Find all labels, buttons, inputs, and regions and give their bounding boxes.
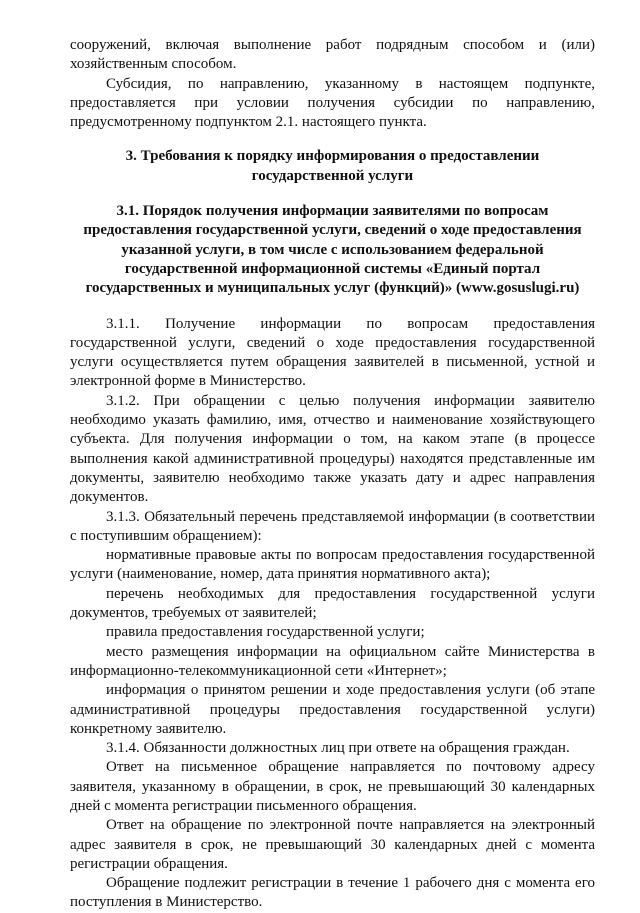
paragraph-written-reply: Ответ на письменное обращение направляется по почтовому адресу заявителя, указанному в обращении, в срок, не превышающий 30 календарных дней с момента регистрации письменного обращения. — [70, 759, 595, 814]
document-page — [70, 36, 595, 913]
paragraph-continuation: сооружений, включая выполнение работ подрядным способом и (или) хозяйственным способом. — [70, 37, 595, 73]
paragraph-3-1-4: 3.1.4. Обязанности должностных лиц при ответе на обращения граждан. — [106, 740, 570, 757]
list-item-decision-info: информация о принятом решении и ходе предоставления услуги (об этапе административной процедуры предоставления государственной услуги) конкретному заявителю. — [70, 682, 595, 737]
paragraph-3-1-3: 3.1.3. Обязательный перечень представляемой информации (в соответствии с поступившим обращением): — [70, 508, 595, 544]
paragraph-3-1-1: 3.1.1. Получение информации по вопросам предоставления государственной услуги, сведений о ходе предоставления государственной услуги осуществляется путем обращения заявителей в письменной, устной и электронной форме в Министерство. — [70, 315, 595, 390]
section-3-1-heading: 3.1. Порядок получения информации заявителями по вопросам предоставления государственной услуги, сведений о ходе предоставления указанной услуги, в том числе с использованием федеральной государственной информационной системы «Единый портал государственных и муниципальных услуг (функций)» (www.gosuslugi.ru) — [83, 203, 582, 297]
list-item-website: место размещения информации на официальном сайте Министерства в информационно-телекоммуникационной сети «Интернет»; — [70, 643, 595, 679]
list-item-rules: правила предоставления государственной услуги; — [106, 624, 425, 641]
list-item-normative-acts: нормативные правовые акты по вопросам предоставления государственной услуги (наименование, номер, дата принятия нормативного акта); — [70, 547, 595, 583]
paragraph-subsidy-condition: Субсидия, по направлению, указанному в настоящем подпункте, предоставляется при условии получения субсидии по направлению, предусмотренному подпунктом 2.1. настоящего пункта. — [70, 75, 595, 131]
paragraph-email-reply: Ответ на обращение по электронной почте направляется на электронный адрес заявителя в срок, не превышающий 30 календарных дней с момента регистрации обращения. — [70, 817, 595, 872]
spacer — [70, 299, 595, 315]
paragraph-3-1-2: 3.1.2. При обращении с целью получения информации заявителю необходимо указать фамилию, имя, отчество и наименование хозяйствующего субъекта. Для получения информации о том, на каком этапе (в процессе выполнения какой административной процедуры) находятся представленные им документы, заявителю необходимо также указать дату и адрес направления документов. — [70, 392, 595, 506]
section-3-heading: 3. Требования к порядку информирования о предоставлении государственной услуги — [125, 148, 540, 184]
list-item-documents: перечень необходимых для предоставления государственной услуги документов, требуемых от заявителей; — [70, 585, 595, 622]
paragraph-registration: Обращение подлежит регистрации в течение 1 рабочего дня с момента его поступления в Министерство. — [70, 875, 595, 911]
